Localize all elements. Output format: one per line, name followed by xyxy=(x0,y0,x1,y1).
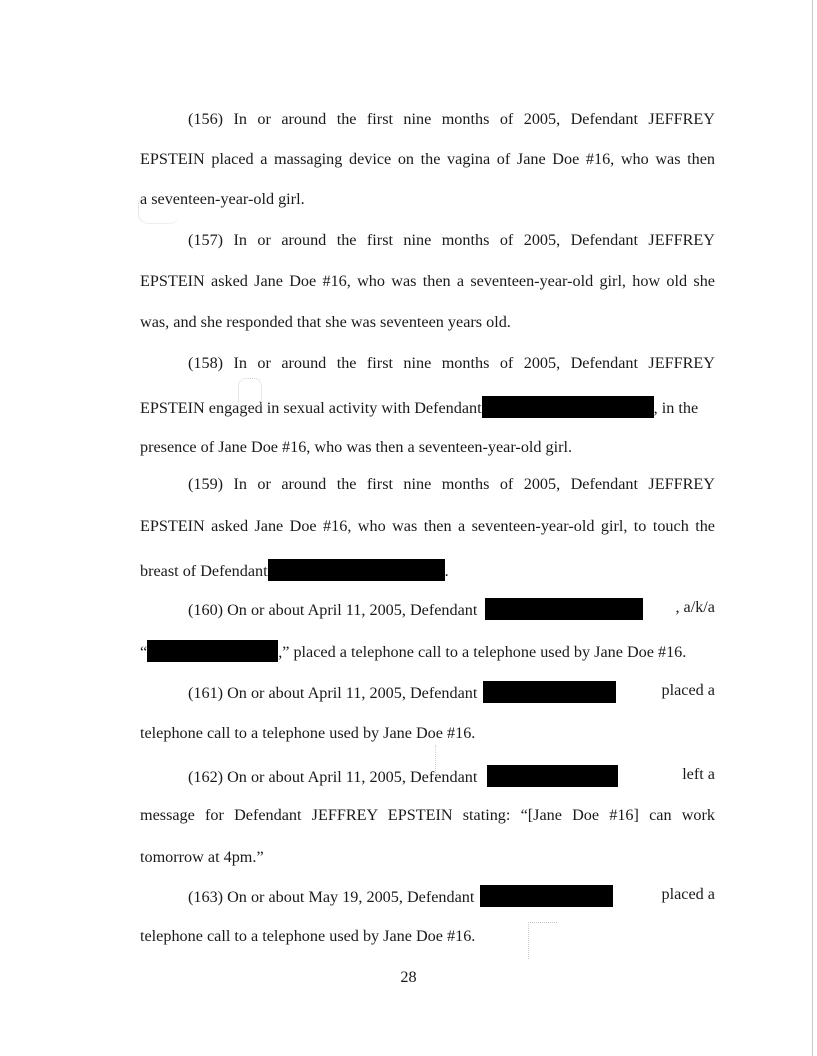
redaction-box xyxy=(480,885,613,907)
redaction-box xyxy=(487,765,618,787)
paragraph-line: telephone call to a telephone used by Jane Doe #16. xyxy=(140,724,476,742)
line-text: (161) On or about April 11, 2005, Defendant xyxy=(188,684,478,702)
line-text: . xyxy=(444,562,449,580)
paragraph-line: EPSTEIN asked Jane Doe #16, who was then a seventeen-year-old girl, to touch the xyxy=(140,517,715,535)
redaction-box xyxy=(485,598,643,620)
paragraph-line xyxy=(140,765,715,785)
paragraph-line xyxy=(140,396,715,416)
paragraph-line: (156) In or around the first nine months of 2005, Defendant JEFFREY xyxy=(188,110,715,128)
paragraph-line: message for Defendant JEFFREY EPSTEIN stating: “[Jane Doe #16] can work xyxy=(140,806,715,824)
line-text: placed a xyxy=(661,885,715,903)
paragraph-line xyxy=(140,559,715,579)
paragraph-line: (158) In or around the first nine months of 2005, Defendant JEFFREY xyxy=(188,354,715,372)
line-text: breast of Defendant xyxy=(140,562,268,580)
line-text: (163) On or about May 19, 2005, Defendant xyxy=(188,888,475,906)
line-text: “ xyxy=(140,643,148,661)
line-text: (162) On or about April 11, 2005, Defendant xyxy=(188,768,478,786)
line-text: placed a xyxy=(661,681,715,699)
paragraph-line xyxy=(140,885,715,905)
paragraph-line: tomorrow at 4pm.” xyxy=(140,848,264,866)
line-text: ,” placed a telephone call to a telephone used by Jane Doe #16. xyxy=(278,643,687,661)
paragraph-line: (157) In or around the first nine months of 2005, Defendant JEFFREY xyxy=(188,231,715,249)
paragraph-line: was, and she responded that she was seventeen years old. xyxy=(140,313,511,331)
line-text: EPSTEIN engaged in sexual activity with Defendant xyxy=(140,399,482,417)
paragraph-line: EPSTEIN asked Jane Doe #16, who was then a seventeen-year-old girl, how old she xyxy=(140,272,715,290)
page-number: 28 xyxy=(400,968,417,986)
paragraph-line: (159) In or around the first nine months of 2005, Defendant JEFFREY xyxy=(188,475,715,493)
paragraph-line: a seventeen-year-old girl. xyxy=(140,190,305,208)
paragraph-line xyxy=(140,681,715,701)
paragraph-line: presence of Jane Doe #16, who was then a seventeen-year-old girl. xyxy=(140,438,573,456)
line-text: (160) On or about April 11, 2005, Defendant xyxy=(188,601,478,619)
line-text: left a xyxy=(682,765,715,783)
redaction-box xyxy=(483,681,616,703)
paragraph-line: telephone call to a telephone used by Jane Doe #16. xyxy=(140,927,476,945)
redaction-box xyxy=(268,559,445,581)
line-text: , in the xyxy=(653,399,699,417)
scan-edge-line xyxy=(812,0,813,1056)
redaction-box xyxy=(147,640,278,662)
redaction-box xyxy=(482,396,654,418)
paragraph-line: EPSTEIN placed a massaging device on the vagina of Jane Doe #16, who was then xyxy=(140,150,715,168)
paragraph-line xyxy=(140,640,715,660)
line-text: , a/k/a xyxy=(675,598,715,616)
paragraph-line xyxy=(140,598,715,618)
